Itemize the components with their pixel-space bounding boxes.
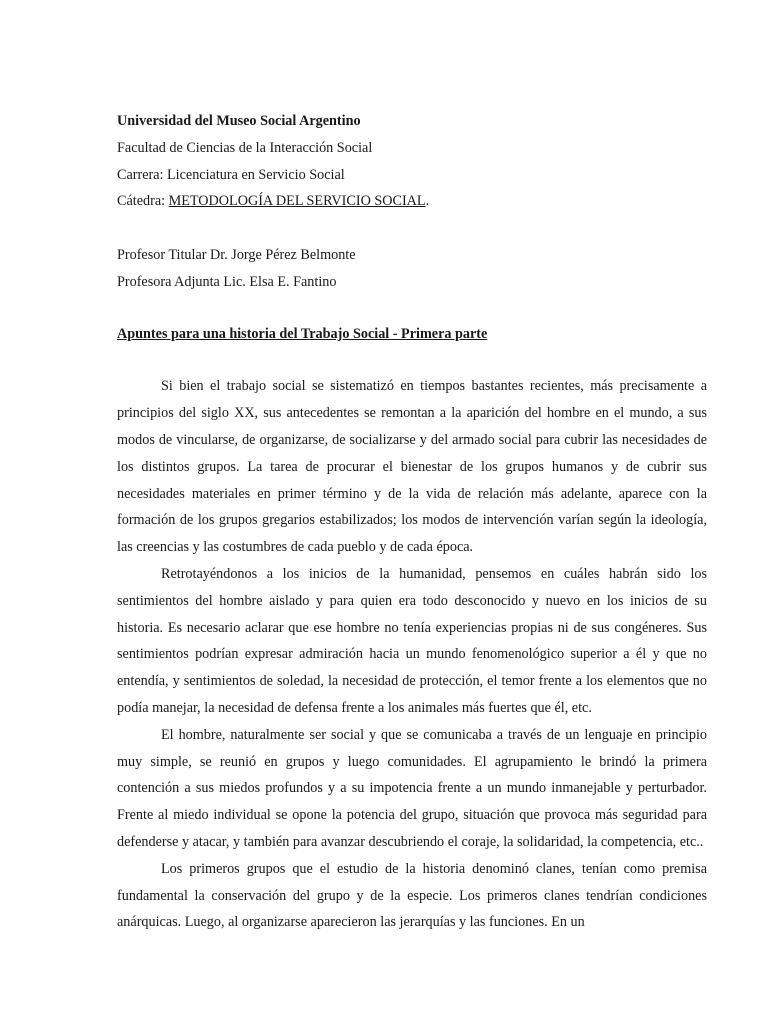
spacer xyxy=(117,215,707,242)
professor-titular: Profesor Titular Dr. Jorge Pérez Belmonte xyxy=(117,246,356,263)
chair-prefix: Cátedra: xyxy=(117,193,169,210)
paragraph-1: Si bien el trabajo social se sistematizó en tiempos bastantes recientes, más precisamente a principios del siglo XX, sus antecedentes se remontan a la aparición del hombre en el mundo, a sus modos de vincularse, de organizarse, de socializarse y del armado social para cubrir las necesidades de los distintos grupos. La tarea de procurar el bienestar de los grupos humanos y de cubrir sus necesidades materiales en primer término y de la vida de relación más adelante, aparece con la formación de los grupos gregarios estabilizados; los modos de intervención varían según la ideología, las creencias y las costumbres de cada pueblo y de cada época. xyxy=(117,378,707,556)
faculty-name: Facultad de Ciencias de la Interacción Social xyxy=(117,139,373,156)
document-title: Apuntes para una historia del Trabajo Social - Primera parte xyxy=(117,325,488,342)
chair-name: METODOLOGÍA DEL SERVICIO SOCIAL xyxy=(168,193,426,210)
professor-adjunta: Profesora Adjunta Lic. Elsa E. Fantino xyxy=(117,273,337,290)
document-page xyxy=(117,108,707,936)
career-name: Carrera: Licenciatura en Servicio Social xyxy=(117,166,345,183)
paragraph-4: Los primeros grupos que el estudio de la historia denominó clanes, tenían como premisa fundamental la conservación del grupo y de la especie. Los primeros clanes tendrían condiciones anárquicas. Luego, al organizarse aparecieron las jerarquías y las funciones. En un xyxy=(117,860,707,931)
chair-line xyxy=(117,188,707,215)
university-name: Universidad del Museo Social Argentino xyxy=(117,113,361,129)
paragraph-2: Retrotayéndonos a los inicios de la humanidad, pensemos en cuáles habrán sido los sentimientos del hombre aislado y para quien era todo desconocido y nuevo en los inicios de su historia. Es necesario aclarar que ese hombre no tenía experiencias propias ni de sus congéneres. Sus sentimientos podrían expresar admiración hacia un mundo fenomenológico superior a él y que no entendía, y sentimientos de soledad, la necesidad de protección, el temor frente a los elementos que no podía manejar, la necesidad de defensa frente a los animales más fuertes que él, etc. xyxy=(117,565,707,716)
paragraph-3: El hombre, naturalmente ser social y que se comunicaba a través de un lenguaje en principio muy simple, se reunió en grupos y luego comunidades. El agrupamiento le brindó la primera contención a sus miedos profundos y a su impotencia frente a un mundo inmanejable y perturbador. Frente al miedo individual se opone la potencia del grupo, situación que provoca más seguridad para defenderse y atacar, y también para avanzar descubriendo el coraje, la solidaridad, la competencia, etc.. xyxy=(117,726,707,850)
document-body xyxy=(117,373,707,936)
title-block xyxy=(117,321,707,348)
chair-suffix: . xyxy=(425,193,430,210)
